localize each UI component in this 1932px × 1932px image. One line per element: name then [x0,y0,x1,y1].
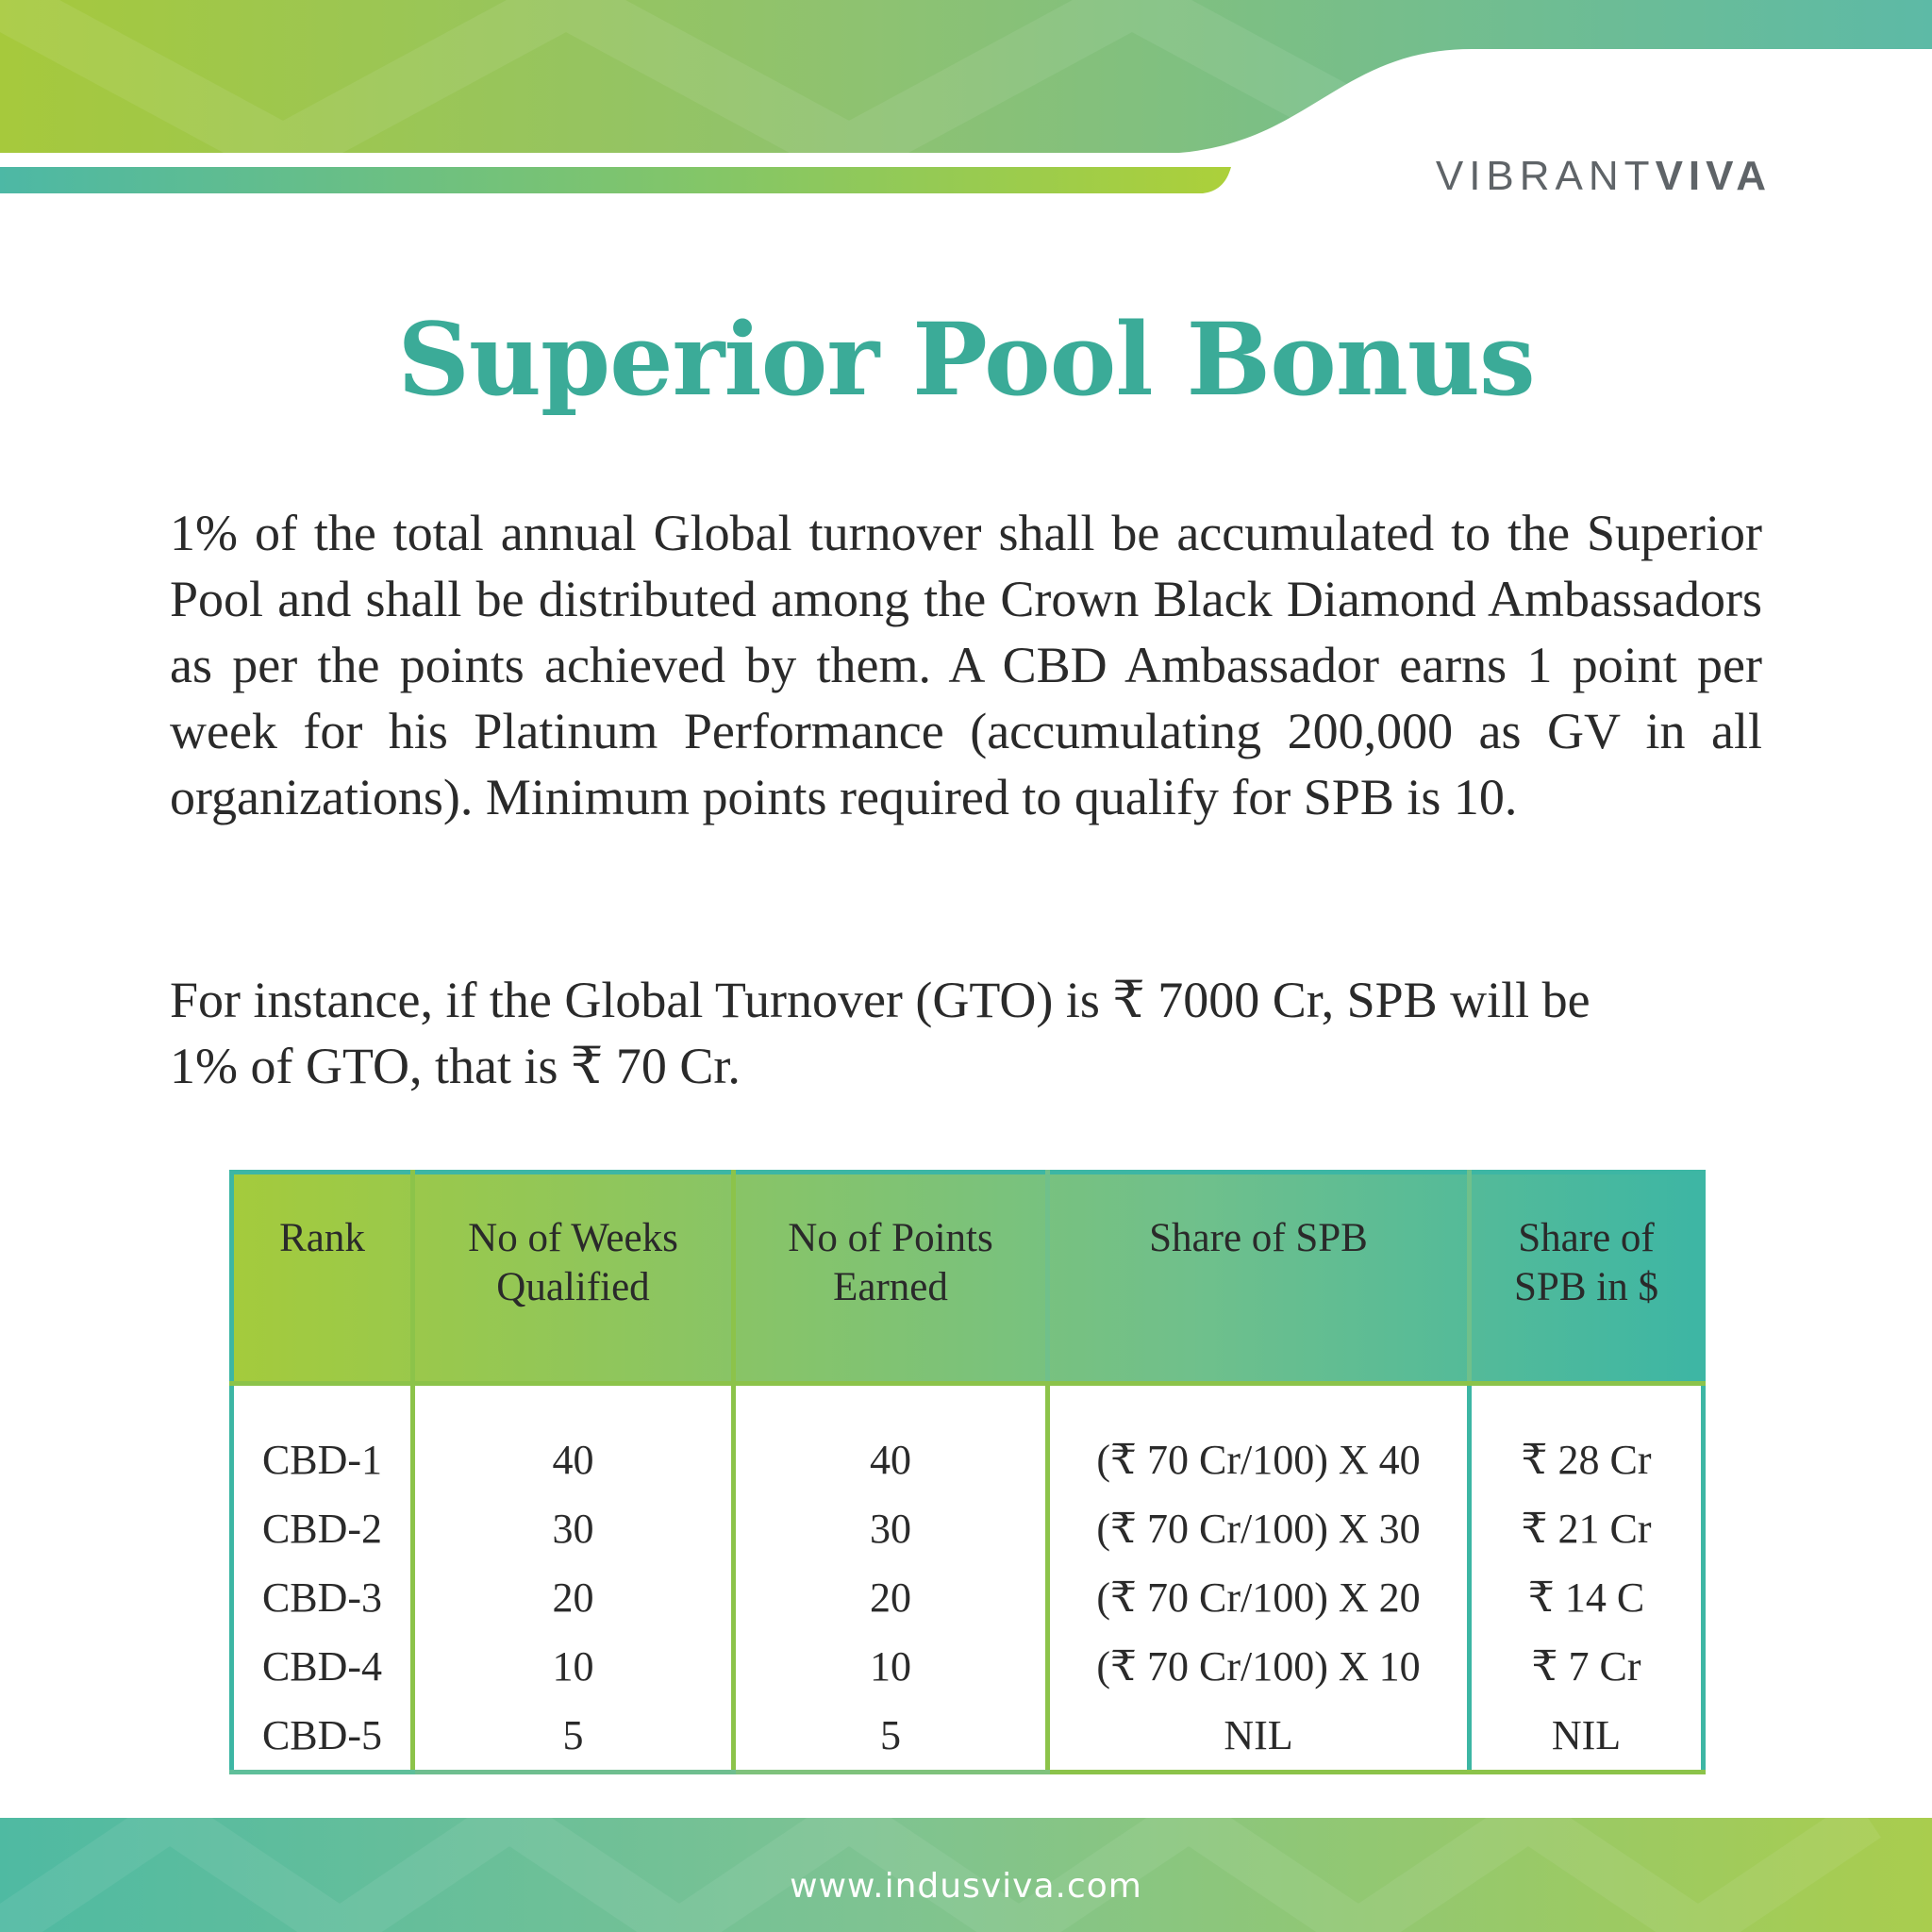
table-cell: ₹ 28 Cr [1521,1437,1652,1483]
points-column [734,1384,1048,1773]
example-line-1: For instance, if the Global Turnover (GTO) is ₹ 7000 Cr, SPB will be [170,972,1591,1028]
table-cell: 5 [880,1712,901,1758]
footer-website-link[interactable]: www.indusviva.com [790,1867,1142,1906]
rank-column [232,1384,413,1773]
page-title: Superior Pool Bonus [397,300,1535,418]
table-cell: CBD-4 [261,1643,383,1690]
header-rank: Rank [232,1173,413,1384]
table-cell: 5 [562,1712,584,1758]
header-share-spb-usd: Share of SPB in $ [1470,1173,1704,1384]
header-weeks-qualified: No of Weeks Qualified [413,1173,734,1384]
header-share-spb: Share of SPB [1048,1173,1470,1384]
table-cell: NIL [1224,1712,1293,1758]
table-cell: CBD-3 [261,1574,383,1621]
table-cell: 10 [870,1643,911,1690]
table-cell: 30 [870,1506,911,1552]
share-column [1048,1384,1470,1773]
table-cell: 30 [552,1506,594,1552]
table-cell: 20 [552,1574,594,1621]
table-cell: ₹ 21 Cr [1521,1506,1652,1552]
table-cell: (₹ 70 Cr/100) X 40 [1096,1437,1421,1483]
table-cell: (₹ 70 Cr/100) X 10 [1096,1643,1421,1690]
table-cell: (₹ 70 Cr/100) X 20 [1096,1574,1421,1621]
table-cell: 40 [552,1437,594,1483]
table-cell: CBD-1 [261,1437,383,1483]
brand-logo [1436,153,1772,200]
table-body-row [232,1384,1704,1773]
table-cell: 10 [552,1643,594,1690]
example-line-2: 1% of GTO, that is ₹ 70 Cr. [170,1038,741,1094]
share-usd-column [1470,1384,1704,1773]
table-cell: ₹ 14 C [1527,1574,1645,1621]
brand-logo-bold: VIVA [1655,153,1772,199]
table-cell: NIL [1551,1712,1622,1758]
spb-table [229,1170,1706,1774]
table-cell: CBD-5 [261,1712,383,1758]
intro-paragraph: 1% of the total annual Global turnover shall be accumulated to the Superior Pool and shall be distributed among the Crown Black Diamond Ambassadors as per the points achieved by them. A CBD Ambassador earns 1 point per week for his Platinum Performance (accumulating 200,000 as GV in all organizations). Minimum points required to qualify for SPB is 10. [170,505,1762,825]
table-cell: 20 [870,1574,911,1621]
header-points-earned: No of Points Earned [734,1173,1048,1384]
table-cell: CBD-2 [261,1506,383,1552]
table-header-row [232,1173,1704,1384]
weeks-column [413,1384,734,1773]
table-cell: 40 [870,1437,911,1483]
brand-logo-light: VIBRANT [1435,153,1656,199]
table-cell: (₹ 70 Cr/100) X 30 [1096,1506,1421,1552]
example-paragraph [170,967,1762,1099]
footer-bar [0,1818,1932,1932]
table-cell: ₹ 7 Cr [1531,1643,1641,1690]
